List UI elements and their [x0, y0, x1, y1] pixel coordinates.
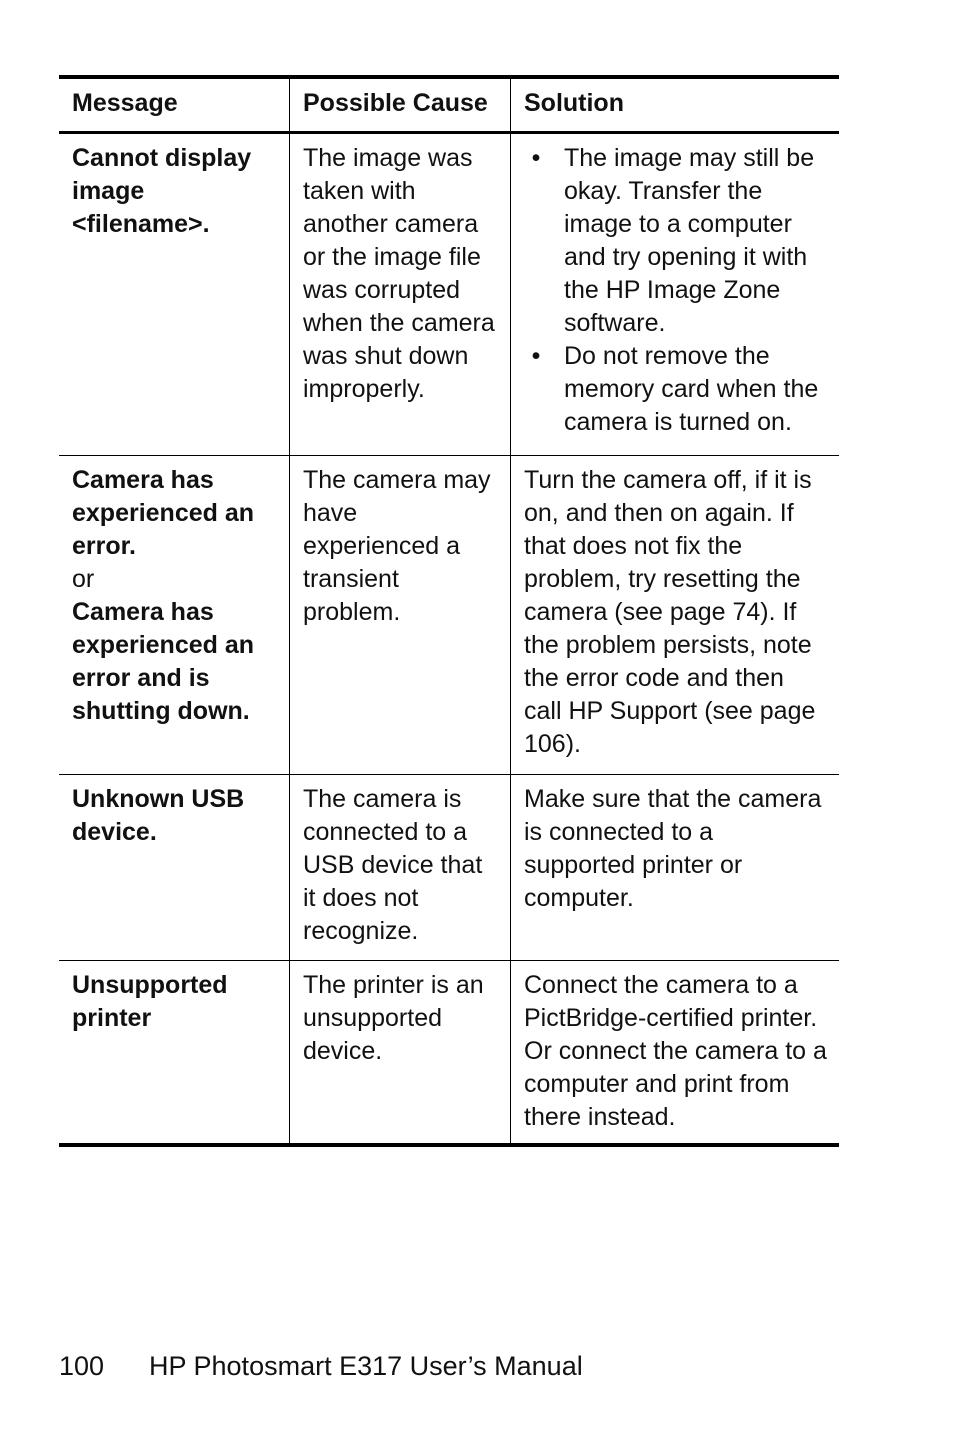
cause-cell: The camera may have experienced a transient problem.: [290, 456, 511, 774]
table-row: [59, 960, 839, 1143]
cause-cell: The image was taken with another camera or the image file was corrupted when the camera was shut down improperly.: [290, 134, 511, 455]
message-text: Camera has experienced an error.: [72, 466, 255, 560]
table-row: [59, 134, 839, 455]
cause-cell: The camera is connected to a USB device that it does not recognize.: [290, 775, 511, 960]
list-item: [524, 340, 827, 439]
solution-list: [524, 142, 827, 439]
message-text: Camera has experienced an error and is shutting down.: [72, 598, 255, 725]
solution-text: Do not remove the memory card when the camera is turned on.: [564, 342, 819, 436]
message-cell: [59, 456, 290, 774]
table-row: [59, 455, 839, 774]
message-cell: Cannot display image <filename>.: [59, 134, 290, 455]
page-footer: [59, 1348, 583, 1384]
message-cell: Unsupported printer: [59, 961, 290, 1143]
table-row: [59, 774, 839, 960]
manual-title: HP Photosmart E317 User’s Manual: [149, 1351, 583, 1381]
bullet-icon: •: [531, 144, 541, 172]
page-number: 100: [59, 1351, 105, 1381]
header-message: Message: [59, 79, 290, 131]
solution-cell: Connect the camera to a PictBridge-certified printer. Or connect the camera to a computer and print from there instead.: [524, 971, 827, 1131]
header-solution: Solution: [524, 89, 624, 117]
solution-text: The image may still be okay. Transfer the image to a computer and try opening it with the HP Image Zone software.: [564, 144, 815, 337]
list-item: [524, 142, 827, 340]
header-possible-cause: Possible Cause: [290, 79, 511, 131]
cause-cell: The printer is an unsupported device.: [290, 961, 511, 1143]
solution-cell: [511, 134, 839, 455]
solution-cell: Make sure that the camera is connected to a supported printer or computer.: [524, 785, 822, 912]
table-header-row: [59, 79, 839, 134]
solution-cell: Turn the camera off, if it is on, and then on again. If that does not fix the problem, try resetting the camera (see page 74). If the problem persists, note the error code and then call HP Support (see page 106).: [524, 466, 816, 758]
troubleshooting-table: [59, 75, 839, 1147]
message-or: or: [72, 565, 95, 593]
bullet-icon: •: [531, 342, 541, 370]
message-cell: Unknown USB device.: [59, 775, 290, 960]
